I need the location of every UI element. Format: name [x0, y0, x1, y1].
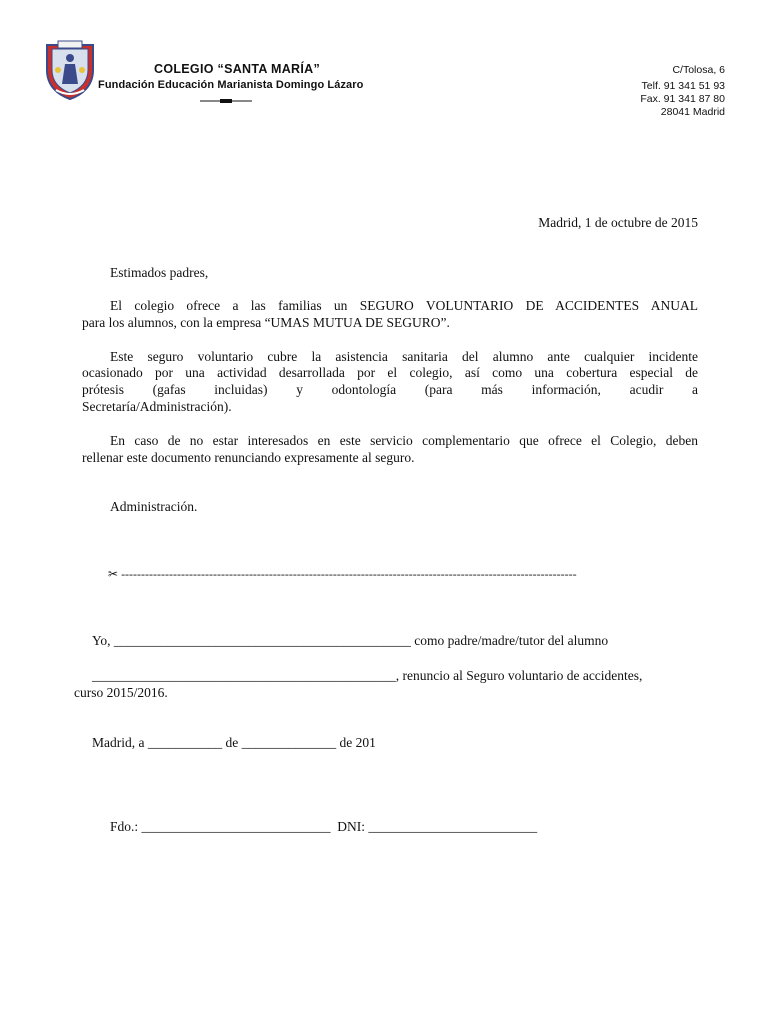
paragraph-2-line-3: prótesis (gafas incluidas) y odontología (para más información, acudir a	[82, 382, 698, 397]
paragraph-2-line-2: ocasionado por una actividad desarrollada por el colegio, así como una cobertura especial de	[82, 365, 698, 380]
form-fecha-line[interactable]: Madrid, a ___________ de ______________ de 201	[92, 735, 376, 750]
scissors-icon: ✂	[108, 567, 119, 581]
dni-label: DNI:	[337, 819, 369, 834]
form-signature-line	[110, 818, 537, 835]
address-street: C/Tolosa, 6	[672, 64, 725, 76]
form-alumno-line	[92, 667, 642, 684]
alumno-name-field[interactable]: _____________________________________________	[92, 668, 396, 683]
dni-field[interactable]: _________________________	[368, 819, 538, 834]
address-city: 28041 Madrid	[660, 106, 725, 118]
paragraph-2-line-4: Secretaría/Administración).	[82, 399, 232, 414]
cut-dashes: ------------------------------------------------------------------------------------------------------------------	[121, 567, 577, 581]
ornament-divider	[200, 98, 252, 104]
address-phone: Telf. 91 341 51 93	[641, 80, 725, 92]
renuncio-text: , renuncio al Seguro voluntario de accidentes,	[395, 668, 643, 683]
paragraph-3-line-2: rellenar este documento renunciando expresamente al seguro.	[82, 450, 415, 465]
address-fax: Fax. 91 341 87 80	[640, 93, 725, 105]
paragraph-2-line-1: Este seguro voluntario cubre la asistencia sanitaria del alumno ante cualquier incidente	[110, 349, 698, 364]
paragraph-1-line-1: El colegio ofrece a las familias un SEGURO VOLUNTARIO DE ACCIDENTES ANUAL	[110, 298, 698, 313]
paragraph-3-line-1: En caso de no estar interesados en este servicio complementario que ofrece el Colegio, deben	[110, 433, 698, 448]
school-name: COLEGIO “SANTA MARÍA”	[154, 62, 321, 76]
letter-date: Madrid, 1 de octubre de 2015	[538, 215, 698, 230]
greeting: Estimados padres,	[110, 265, 209, 280]
foundation-name: Fundación Educación Marianista Domingo Lázaro	[98, 79, 364, 91]
fdo-label: Fdo.:	[110, 819, 142, 834]
paragraph-1-line-2: para los alumnos, con la empresa “UMAS MUTUA DE SEGURO”.	[82, 315, 450, 330]
school-crest-icon	[44, 40, 96, 100]
cut-line	[108, 566, 577, 583]
fdo-field[interactable]: ____________________________	[141, 819, 331, 834]
form-yo-line[interactable]: Yo, ____________________________________________ como padre/madre/tutor del alumno	[92, 633, 609, 648]
signature-administracion: Administración.	[110, 499, 198, 514]
curso-text: curso 2015/2016.	[74, 685, 168, 700]
